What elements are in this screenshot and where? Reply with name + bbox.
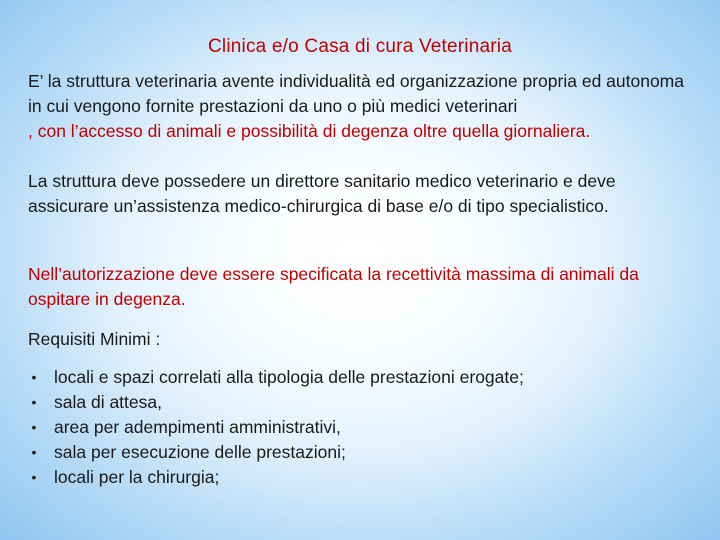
requirements-list	[28, 365, 700, 490]
list-item-text: area per adempimenti amministrativi,	[54, 417, 341, 437]
authorization-paragraph: Nell’autorizzazione deve essere specificata la recettività massima di animali da ospitare in degenza.	[28, 264, 639, 309]
bullet-icon: •	[31, 444, 37, 460]
definition-paragraph	[28, 69, 700, 144]
bullet-icon: •	[31, 419, 37, 435]
definition-highlight: , con l’accesso di animali e possibilità di degenza oltre quella giornaliera.	[28, 121, 591, 141]
list-item-text: sala per esecuzione delle prestazioni;	[54, 442, 346, 462]
bullet-icon: •	[31, 369, 37, 385]
list-item	[28, 465, 700, 490]
list-item	[28, 365, 700, 390]
director-paragraph: La struttura deve possedere un direttore sanitario medico veterinario e deve assicurare un’assistenza medico-chirurgica di base e/o di tipo specialistico.	[28, 171, 616, 216]
bullet-icon: •	[31, 469, 37, 485]
list-item-text: locali e spazi correlati alla tipologia delle prestazioni erogate;	[54, 367, 524, 387]
list-item	[28, 415, 700, 440]
bullet-icon: •	[31, 394, 37, 410]
list-item	[28, 440, 700, 465]
list-item-text: sala di attesa,	[54, 392, 162, 412]
definition-text: E’ la struttura veterinaria avente individualità ed organizzazione propria ed autonoma in cui vengono fornite prestazioni da uno o più medici veterinari	[28, 71, 684, 116]
requirements-heading: Requisiti Minimi :	[28, 329, 161, 349]
slide-title: Clinica e/o Casa di cura Veterinaria	[208, 36, 512, 57]
list-item-text: locali per la chirurgia;	[54, 467, 220, 487]
list-item	[28, 390, 700, 415]
